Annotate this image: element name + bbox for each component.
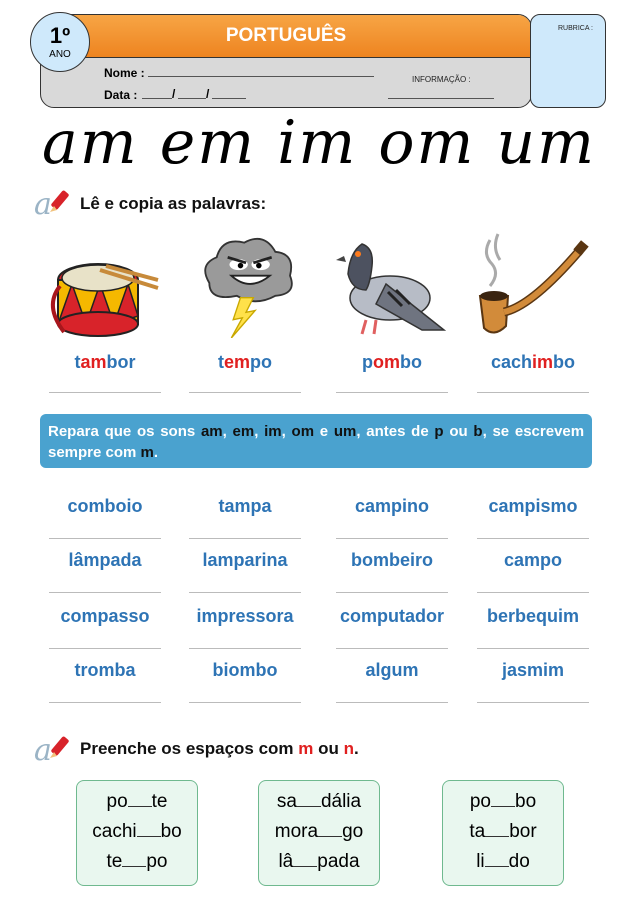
date-separator: /	[172, 87, 176, 101]
picture-word-tempo: tempo	[217, 352, 272, 372]
info-field[interactable]	[388, 86, 494, 99]
fill-word	[443, 791, 563, 813]
word-end: po	[146, 851, 168, 872]
copy-line[interactable]	[336, 592, 448, 593]
sounds-title: am em im om um	[42, 108, 596, 178]
pigeon-icon	[326, 234, 446, 344]
word-end: bo	[515, 791, 537, 812]
word-start: mora	[274, 821, 319, 842]
word-item: campino	[354, 496, 429, 516]
storm-cloud-icon	[186, 228, 306, 338]
word-end: dália	[320, 791, 362, 812]
letter-blank[interactable]	[293, 852, 317, 867]
name-field[interactable]	[148, 64, 374, 77]
word-item: berbequim	[486, 606, 579, 626]
fill-box	[442, 780, 564, 886]
grade-badge	[30, 12, 90, 72]
copy-line[interactable]	[49, 538, 161, 539]
date-separator: /	[206, 87, 210, 101]
word-item: tromba	[74, 660, 136, 680]
copy-line[interactable]	[49, 392, 161, 393]
letter-blank[interactable]	[137, 822, 161, 837]
name-label: Nome :	[104, 66, 145, 80]
letter-blank[interactable]	[491, 792, 515, 807]
letter-blank[interactable]	[297, 792, 321, 807]
word-item: computador	[339, 606, 444, 626]
fill-word	[77, 821, 197, 843]
word-item: campo	[503, 550, 563, 570]
info-label: INFORMAÇÃO :	[412, 75, 471, 84]
word-item: bombeiro	[350, 550, 433, 570]
picture-word-tambor: tambor	[74, 352, 136, 372]
fill-box	[258, 780, 380, 886]
date-label: Data :	[104, 88, 138, 102]
subject-title: PORTUGUÊS	[225, 25, 347, 46]
word-start: sa	[276, 791, 297, 812]
fill-word	[259, 791, 379, 813]
copy-line[interactable]	[49, 592, 161, 593]
copy-line[interactable]	[336, 392, 448, 393]
grade-label: ANO	[49, 48, 71, 60]
pencil-a-icon	[34, 732, 76, 764]
copy-line[interactable]	[477, 648, 589, 649]
pipe-icon	[472, 230, 592, 340]
drum-icon	[40, 236, 160, 346]
word-start: po	[106, 791, 128, 812]
word-end: do	[508, 851, 530, 872]
fill-word	[77, 851, 197, 873]
date-year-field[interactable]	[212, 86, 246, 99]
word-start: po	[469, 791, 491, 812]
grade-number: 1º	[49, 22, 71, 48]
word-start: cachi	[92, 821, 137, 842]
svg-text:a: a	[34, 733, 52, 764]
rule-text: Repara que os sons am, em, im, om e um, antes de p ou b, se escrevem sempre com m.	[48, 423, 585, 461]
rubrica-box	[530, 14, 606, 108]
copy-line[interactable]	[189, 392, 301, 393]
pencil-a-icon	[34, 186, 76, 218]
fill-word	[259, 821, 379, 843]
copy-line[interactable]	[49, 702, 161, 703]
word-end: bor	[509, 821, 537, 842]
exercise1-instruction: Lê e copia as palavras:	[80, 194, 267, 213]
rubrica-label: RUBRICA :	[557, 25, 593, 32]
copy-line[interactable]	[336, 538, 448, 539]
fill-word	[443, 821, 563, 843]
copy-line[interactable]	[477, 592, 589, 593]
letter-blank[interactable]	[128, 792, 152, 807]
fill-box	[76, 780, 198, 886]
word-item: jasmim	[501, 660, 565, 680]
copy-line[interactable]	[477, 538, 589, 539]
word-item: impressora	[196, 606, 294, 626]
word-item: lâmpada	[68, 550, 142, 570]
fill-word	[443, 851, 563, 873]
copy-line[interactable]	[189, 648, 301, 649]
letter-blank[interactable]	[485, 852, 509, 867]
subject-bar	[41, 15, 531, 58]
letter-blank[interactable]	[485, 822, 509, 837]
letter-blank[interactable]	[122, 852, 146, 867]
letter-blank[interactable]	[318, 822, 342, 837]
word-item: compasso	[60, 606, 150, 626]
fill-word	[259, 851, 379, 873]
date-day-field[interactable]	[142, 86, 172, 99]
copy-line[interactable]	[189, 702, 301, 703]
exercise2-instruction: Preenche os espaços com m ou n.	[80, 739, 359, 758]
word-start: te	[106, 851, 123, 872]
word-end: go	[342, 821, 364, 842]
word-end: te	[151, 791, 168, 812]
svg-text:a: a	[34, 187, 52, 218]
date-month-field[interactable]	[178, 86, 206, 99]
copy-line[interactable]	[189, 538, 301, 539]
copy-line[interactable]	[336, 702, 448, 703]
rule-info-box	[40, 414, 592, 468]
picture-word-cachimbo: cachimbo	[490, 352, 576, 372]
word-item: tampa	[218, 496, 272, 516]
word-end: bo	[160, 821, 182, 842]
word-start: lâ	[278, 851, 294, 872]
word-end: pada	[317, 851, 360, 872]
word-start: li	[476, 851, 485, 872]
copy-line[interactable]	[189, 592, 301, 593]
copy-line[interactable]	[49, 648, 161, 649]
word-item: biombo	[212, 660, 278, 680]
word-item: algum	[365, 660, 419, 680]
word-item: comboio	[67, 496, 143, 516]
copy-line[interactable]	[477, 392, 589, 393]
word-item: campismo	[488, 496, 578, 516]
word-item: lamparina	[202, 550, 288, 570]
word-start: ta	[469, 821, 486, 842]
picture-word-pombo: pombo	[362, 352, 422, 372]
copy-line[interactable]	[477, 702, 589, 703]
fill-word	[77, 791, 197, 813]
copy-line[interactable]	[336, 648, 448, 649]
